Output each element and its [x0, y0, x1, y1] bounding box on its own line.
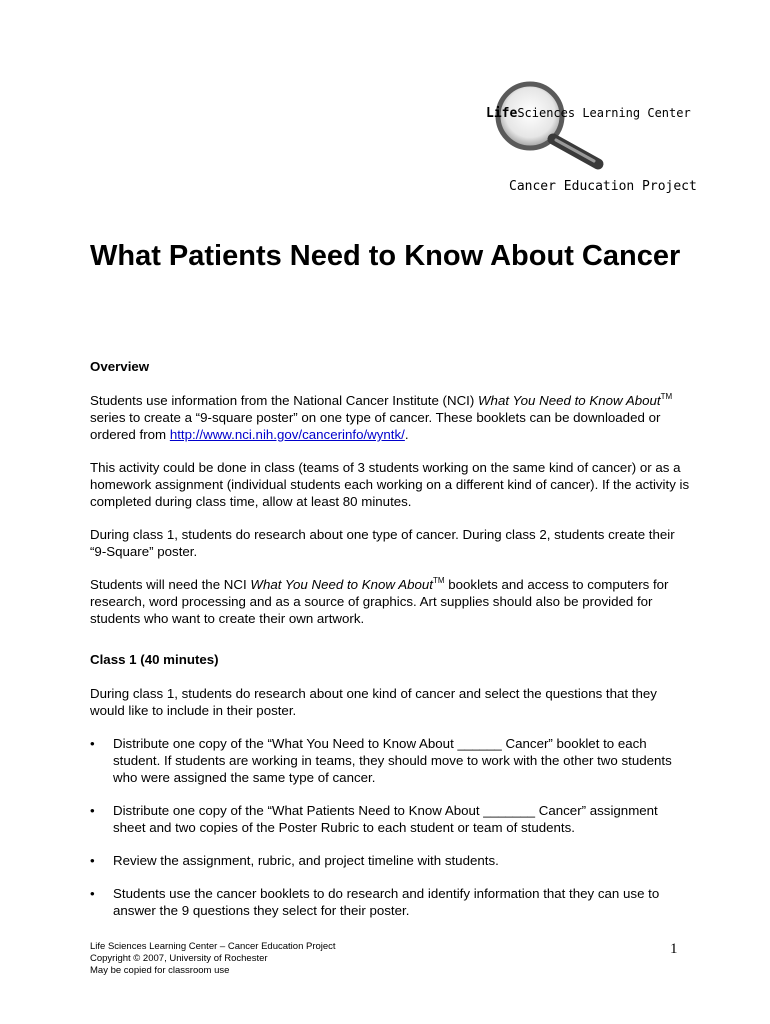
nci-link[interactable]: http://www.nci.nih.gov/cancerinfo/wyntk/ — [169, 427, 405, 442]
logo-title — [486, 106, 691, 121]
overview-paragraph-3: During class 1, students do research about one type of cancer. During class 2, students create their “9-Square” poster. — [90, 527, 675, 559]
logo-life: Life — [486, 106, 518, 121]
text-span: series to create a “9-square poster” on one type of cancer. These booklets can be downloaded or ordered from — [90, 410, 661, 442]
italic-title: What You Need to Know About — [478, 393, 661, 408]
text-span: Students will need the NCI — [90, 577, 251, 592]
class1-intro: During class 1, students do research about one kind of cancer and select the questions that they would like to include in their poster. — [90, 686, 657, 718]
page-title: What Patients Need to Know About Cancer — [90, 240, 681, 272]
list-item — [90, 852, 690, 869]
trademark: TM — [660, 391, 673, 401]
footer — [90, 941, 336, 977]
bullet-icon: • — [90, 736, 95, 751]
list-item-text: Distribute one copy of the “What You Need to Know About ______ Cancer” booklet to each student. If students are working in teams, they should move to work with the other two students who were assigned the same type of cancer. — [113, 736, 672, 785]
main-content — [90, 358, 690, 935]
bullet-icon: • — [90, 886, 95, 901]
list-item — [90, 735, 690, 786]
class1-heading: Class 1 (40 minutes) — [90, 652, 219, 667]
project-label: Cancer Education Project — [509, 179, 697, 194]
magnifier-icon — [486, 80, 616, 175]
italic-title: What You Need to Know About — [250, 577, 433, 592]
bullet-icon: • — [90, 803, 95, 818]
trademark: TM — [432, 575, 445, 585]
footer-line-2: Copyright © 2007, University of Rochester — [90, 953, 268, 964]
overview-heading: Overview — [90, 359, 150, 374]
list-item-text: Students use the cancer booklets to do research and identify information that they can use to answer the 9 questions they select for their poster. — [113, 886, 660, 918]
list-item-text: Distribute one copy of the “What Patients Need to Know About _______ Cancer” assignment sheet and two copies of the Poster Rubric to each student or team of students. — [113, 803, 658, 835]
list-item — [90, 802, 690, 836]
text-span: booklets and access to computers for research, word processing and as a source of graphics. Art supplies should also be provided for students who want to create their own artwork. — [90, 577, 669, 626]
text-span: . — [404, 427, 409, 442]
logo-sciences: Sciences Learning Center — [517, 106, 691, 120]
class1-list — [90, 735, 690, 919]
list-item — [90, 885, 690, 919]
footer-line-1: Life Sciences Learning Center – Cancer Education Project — [90, 941, 336, 952]
overview-paragraph-2: This activity could be done in class (teams of 3 students working on the same kind of cancer) or as a homework assignment (individual students each working on a different kind of cancer). If the activity is completed during class time, allow at least 80 minutes. — [90, 460, 690, 509]
page-number: 1 — [670, 941, 678, 957]
overview-paragraph-1 — [90, 392, 690, 443]
list-item-text: Review the assignment, rubric, and project timeline with students. — [113, 853, 499, 868]
logo — [486, 80, 736, 175]
footer-line-3: May be copied for classroom use — [90, 965, 230, 976]
text-span: Students use information from the National Cancer Institute (NCI) — [90, 393, 478, 408]
bullet-icon: • — [90, 853, 95, 868]
overview-paragraph-4 — [90, 576, 690, 627]
